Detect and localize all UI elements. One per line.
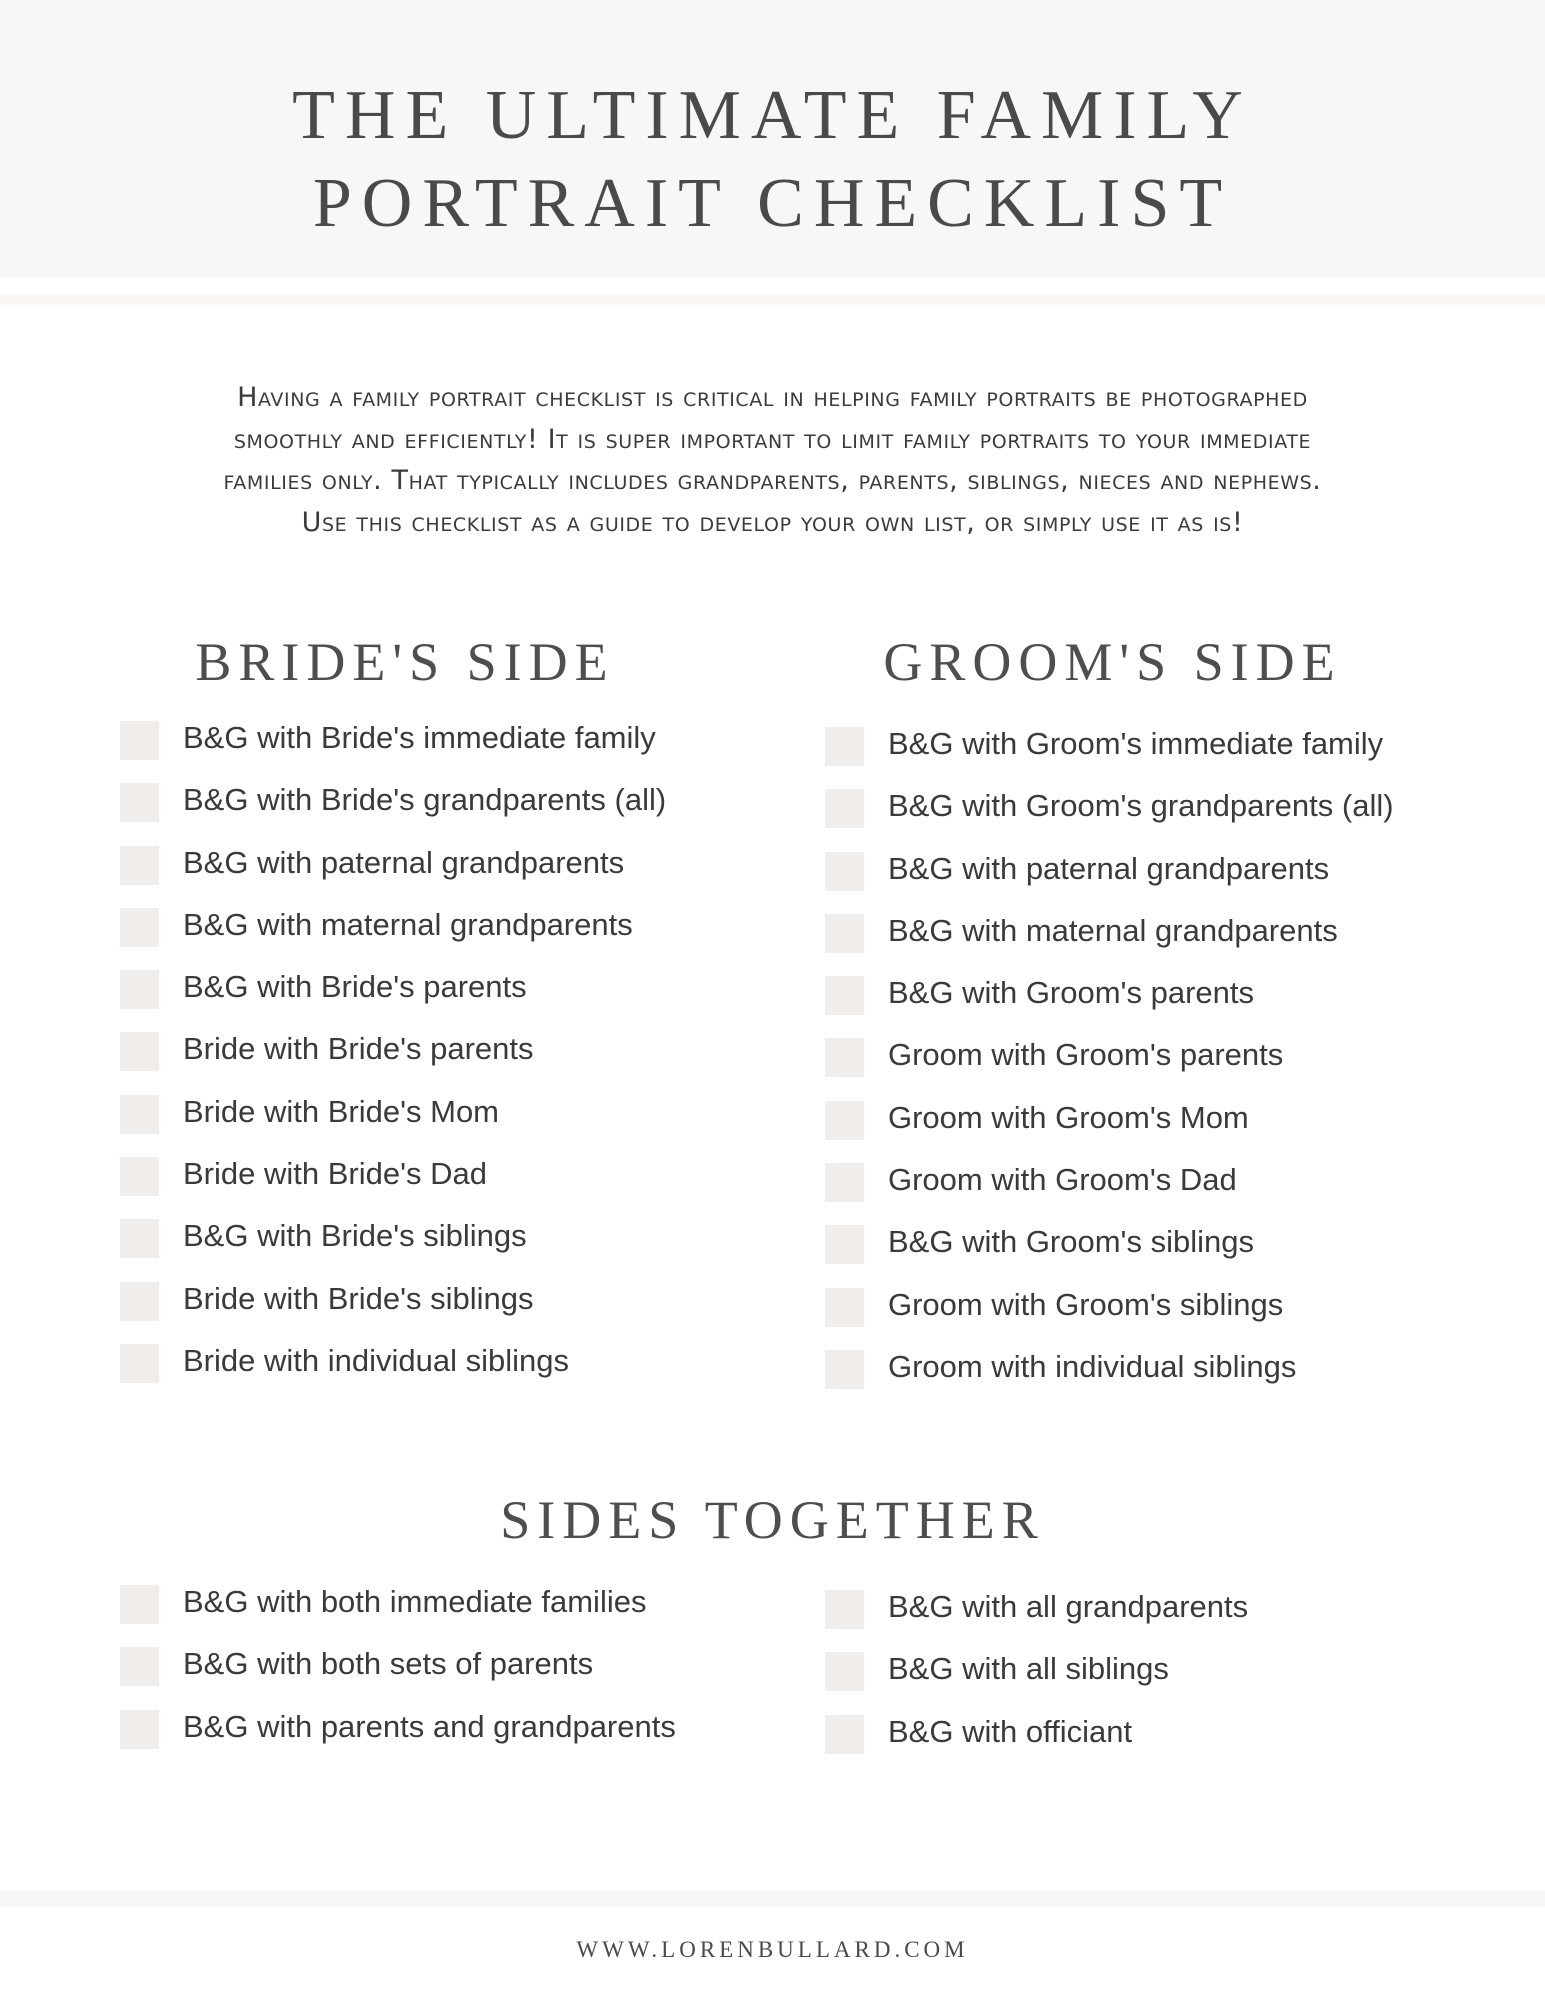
intro-line: smoothly and efficiently! It is super important to limit family portraits to your immediate bbox=[233, 423, 1312, 455]
checkbox[interactable] bbox=[120, 783, 159, 822]
checkbox[interactable] bbox=[120, 1647, 159, 1686]
sides-together-left-checklist bbox=[120, 1585, 740, 1772]
sides-together-heading: SIDES TOGETHER bbox=[500, 1490, 1045, 1550]
checklist-item bbox=[825, 1038, 1505, 1100]
checklist-item bbox=[120, 1095, 740, 1157]
checklist-item-label: B&G with paternal grandparents bbox=[183, 844, 625, 880]
checkbox[interactable] bbox=[825, 1715, 864, 1754]
checklist-item-label: B&G with Bride's grandparents (all) bbox=[183, 782, 667, 818]
checklist-item bbox=[825, 1288, 1505, 1350]
checklist-item bbox=[120, 1585, 740, 1647]
checklist-item-label: B&G with maternal grandparents bbox=[183, 906, 633, 942]
intro-line: Having a family portrait checklist is critical in helping family portraits be photographed bbox=[237, 382, 1308, 413]
checklist-item bbox=[120, 721, 740, 783]
checklist-item bbox=[120, 1282, 740, 1344]
checklist-item bbox=[825, 852, 1505, 914]
checkbox[interactable] bbox=[120, 1585, 159, 1624]
checkbox[interactable] bbox=[825, 1350, 864, 1389]
checklist-item bbox=[825, 1350, 1505, 1412]
checklist-item-label: Groom with Groom's parents bbox=[888, 1037, 1284, 1073]
checkbox[interactable] bbox=[825, 1225, 864, 1264]
checklist-item-label: Bride with Bride's siblings bbox=[183, 1280, 534, 1316]
checkbox[interactable] bbox=[825, 789, 864, 828]
checkbox[interactable] bbox=[825, 1288, 864, 1327]
checklist-item-label: B&G with parents and grandparents bbox=[183, 1708, 676, 1744]
checklist-item bbox=[825, 789, 1505, 851]
checklist-item-label: B&G with both sets of parents bbox=[183, 1646, 594, 1682]
header-band bbox=[0, 0, 1545, 277]
checkbox[interactable] bbox=[825, 1163, 864, 1202]
checkbox[interactable] bbox=[825, 976, 864, 1015]
intro-line: Use this checklist as a guide to develop your own list, or simply use it as is! bbox=[301, 506, 1244, 538]
footer-band bbox=[0, 1891, 1545, 1907]
checkbox[interactable] bbox=[120, 908, 159, 947]
page-title-line-1: THE ULTIMATE FAMILY bbox=[292, 77, 1253, 154]
checklist-item-label: Groom with Groom's Mom bbox=[888, 1099, 1249, 1135]
checkbox[interactable] bbox=[120, 1095, 159, 1134]
checklist-item-label: Bride with Bride's parents bbox=[183, 1031, 534, 1067]
checklist-item bbox=[825, 1590, 1505, 1652]
footer-website-link[interactable]: WWW.LORENBULLARD.COM bbox=[576, 1937, 969, 1962]
checklist-item bbox=[825, 1225, 1505, 1287]
checklist-item bbox=[120, 970, 740, 1032]
checklist-item-label: B&G with maternal grandparents bbox=[888, 912, 1338, 948]
brides-side-heading: BRIDE'S SIDE bbox=[195, 632, 615, 692]
checklist-item-label: B&G with Bride's parents bbox=[183, 969, 527, 1005]
checkbox[interactable] bbox=[120, 1032, 159, 1071]
checkbox[interactable] bbox=[825, 1038, 864, 1077]
checklist-item bbox=[120, 1647, 740, 1709]
checklist-item-label: Bride with Bride's Mom bbox=[183, 1093, 500, 1129]
checklist-item bbox=[120, 846, 740, 908]
checklist-item bbox=[120, 1219, 740, 1281]
sides-together-right-checklist bbox=[825, 1590, 1505, 1777]
checklist-item-label: B&G with Bride's immediate family bbox=[183, 720, 656, 755]
checkbox[interactable] bbox=[825, 727, 864, 766]
checklist-item bbox=[120, 1032, 740, 1094]
checkbox[interactable] bbox=[825, 852, 864, 891]
intro-line: families only. That typically includes grandparents, parents, siblings, nieces and nephews. bbox=[223, 465, 1322, 496]
checklist-item-label: B&G with Groom's grandparents (all) bbox=[888, 788, 1394, 824]
checklist-item bbox=[120, 1710, 740, 1772]
checklist-item-label: B&G with Groom's parents bbox=[888, 975, 1254, 1011]
checkbox[interactable] bbox=[825, 1590, 864, 1629]
checkbox[interactable] bbox=[825, 1652, 864, 1691]
page-title-line-2: PORTRAIT CHECKLIST bbox=[312, 165, 1233, 242]
checklist-item bbox=[825, 914, 1505, 976]
checklist-item-label: B&G with officiant bbox=[888, 1713, 1133, 1749]
checkbox[interactable] bbox=[120, 1344, 159, 1383]
checklist-item-label: Bride with Bride's Dad bbox=[183, 1156, 487, 1192]
checkbox[interactable] bbox=[825, 914, 864, 953]
checkbox[interactable] bbox=[120, 970, 159, 1009]
checklist-item bbox=[120, 908, 740, 970]
checklist-item bbox=[825, 976, 1505, 1038]
checkbox[interactable] bbox=[120, 846, 159, 885]
checkbox[interactable] bbox=[120, 1157, 159, 1196]
checklist-item bbox=[825, 1101, 1505, 1163]
grooms-side-checklist bbox=[825, 727, 1505, 1412]
checklist-item-label: B&G with all grandparents bbox=[888, 1589, 1249, 1624]
checklist-item-label: B&G with all siblings bbox=[888, 1651, 1169, 1687]
checkbox[interactable] bbox=[120, 1219, 159, 1258]
checklist-item-label: Bride with individual siblings bbox=[183, 1342, 569, 1378]
checklist-item-label: B&G with both immediate families bbox=[183, 1584, 647, 1619]
checklist-item bbox=[825, 1715, 1505, 1777]
checklist-item bbox=[825, 727, 1505, 789]
checklist-item bbox=[120, 1344, 740, 1406]
checklist-item-label: B&G with Groom's siblings bbox=[888, 1224, 1254, 1260]
checkbox[interactable] bbox=[120, 1282, 159, 1321]
intro-paragraph bbox=[20, 377, 1525, 543]
brides-side-checklist bbox=[120, 721, 740, 1406]
grooms-side-heading: GROOM'S SIDE bbox=[883, 632, 1342, 692]
checklist-item bbox=[825, 1652, 1505, 1714]
checklist-item-label: B&G with Bride's siblings bbox=[183, 1218, 527, 1254]
checklist-item-label: Groom with Groom's Dad bbox=[888, 1162, 1237, 1198]
checkbox[interactable] bbox=[825, 1101, 864, 1140]
divider bbox=[0, 294, 1545, 305]
checklist-item-label: Groom with Groom's siblings bbox=[888, 1286, 1284, 1322]
checkbox[interactable] bbox=[120, 1710, 159, 1749]
checklist-item bbox=[825, 1163, 1505, 1225]
checklist-item bbox=[120, 1157, 740, 1219]
checkbox[interactable] bbox=[120, 721, 159, 760]
checklist-item-label: Groom with individual siblings bbox=[888, 1348, 1297, 1384]
checklist-item bbox=[120, 783, 740, 845]
checklist-item-label: B&G with paternal grandparents bbox=[888, 850, 1330, 886]
checklist-item-label: B&G with Groom's immediate family bbox=[888, 726, 1384, 761]
